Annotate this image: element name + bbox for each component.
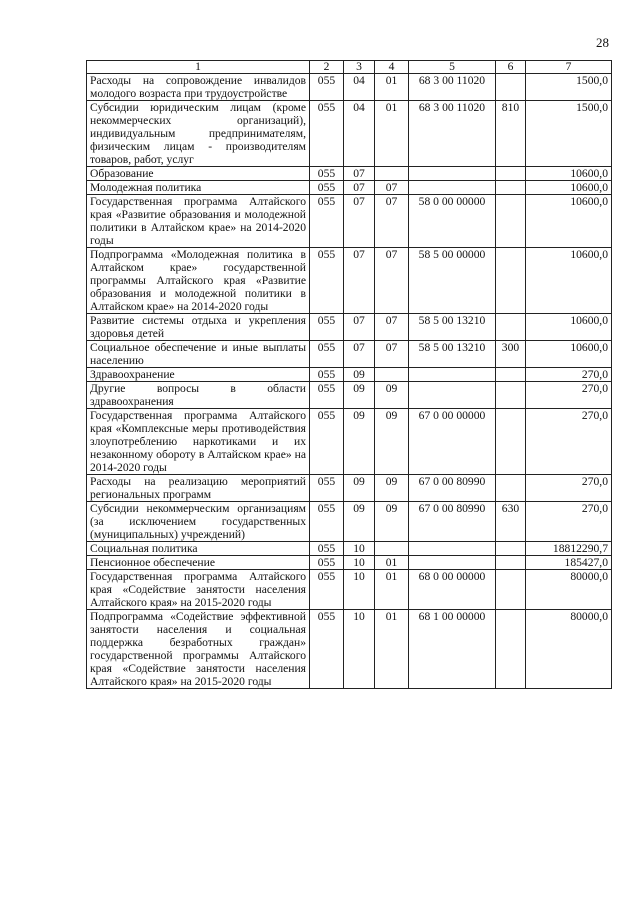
- code-cell: [496, 314, 526, 341]
- code-cell: [496, 542, 526, 556]
- code-cell: [496, 475, 526, 502]
- header-row: [87, 61, 612, 74]
- expense-name: Развитие системы отдыха и укрепления здоровья детей: [87, 314, 310, 341]
- expense-name: Субсидии юридическим лицам (кроме некоммерческих организаций), индивидуальным предпринимателям, физическим лицам - производителям товаров, работ, услуг: [87, 101, 310, 167]
- expense-name: Пенсионное обеспечение: [87, 556, 310, 570]
- amount-cell: 270,0: [526, 409, 612, 475]
- table-row: [87, 409, 612, 475]
- code-cell: 055: [310, 542, 344, 556]
- code-cell: 055: [310, 314, 344, 341]
- code-cell: 07: [344, 341, 375, 368]
- code-cell: 58 5 00 00000: [409, 248, 496, 314]
- column-header: 2: [310, 61, 344, 74]
- table-row: [87, 610, 612, 689]
- code-cell: 09: [344, 475, 375, 502]
- code-cell: [409, 382, 496, 409]
- code-cell: 68 3 00 11020: [409, 74, 496, 101]
- expense-name: Государственная программа Алтайского края «Развитие образования и молодежной политики в Алтайском крае» на 2014-2020 годы: [87, 195, 310, 248]
- budget-table: [86, 60, 612, 689]
- code-cell: 09: [375, 502, 409, 542]
- code-cell: 07: [344, 181, 375, 195]
- code-cell: 055: [310, 502, 344, 542]
- code-cell: [496, 610, 526, 689]
- code-cell: [409, 167, 496, 181]
- code-cell: 68 3 00 11020: [409, 101, 496, 167]
- expense-name: Подпрограмма «Молодежная политика в Алтайском крае» государственной программы Алтайского края «Развитие образования и молодежной политики в Алтайском крае» на 2014-2020 годы: [87, 248, 310, 314]
- code-cell: [496, 248, 526, 314]
- code-cell: [409, 556, 496, 570]
- expense-name: Здравоохранение: [87, 368, 310, 382]
- code-cell: 68 0 00 00000: [409, 570, 496, 610]
- code-cell: 01: [375, 74, 409, 101]
- expense-name: Молодежная политика: [87, 181, 310, 195]
- table-row: [87, 195, 612, 248]
- code-cell: [375, 167, 409, 181]
- table-row: [87, 248, 612, 314]
- code-cell: [496, 195, 526, 248]
- code-cell: 09: [344, 409, 375, 475]
- code-cell: 09: [344, 368, 375, 382]
- code-cell: 810: [496, 101, 526, 167]
- code-cell: 055: [310, 409, 344, 475]
- code-cell: [409, 542, 496, 556]
- code-cell: [496, 556, 526, 570]
- code-cell: 07: [375, 181, 409, 195]
- table-row: [87, 74, 612, 101]
- code-cell: 58 0 00 00000: [409, 195, 496, 248]
- code-cell: [496, 409, 526, 475]
- table-row: [87, 314, 612, 341]
- table-row: [87, 475, 612, 502]
- amount-cell: 10600,0: [526, 181, 612, 195]
- table-row: [87, 167, 612, 181]
- code-cell: 07: [375, 195, 409, 248]
- code-cell: 055: [310, 341, 344, 368]
- code-cell: 09: [375, 409, 409, 475]
- expense-name: Субсидии некоммерческим организациям (за исключением государственных (муниципальных) учреждений): [87, 502, 310, 542]
- code-cell: 07: [344, 314, 375, 341]
- expense-name: Расходы на сопровождение инвалидов молодого возраста при трудоустройстве: [87, 74, 310, 101]
- code-cell: 055: [310, 382, 344, 409]
- code-cell: [409, 368, 496, 382]
- code-cell: 04: [344, 101, 375, 167]
- code-cell: 055: [310, 556, 344, 570]
- code-cell: 055: [310, 167, 344, 181]
- code-cell: 055: [310, 74, 344, 101]
- code-cell: 01: [375, 556, 409, 570]
- code-cell: 58 5 00 13210: [409, 341, 496, 368]
- amount-cell: 10600,0: [526, 341, 612, 368]
- code-cell: 10: [344, 556, 375, 570]
- code-cell: [496, 382, 526, 409]
- column-header: 1: [87, 61, 310, 74]
- amount-cell: 18812290,7: [526, 542, 612, 556]
- code-cell: 68 1 00 00000: [409, 610, 496, 689]
- amount-cell: 270,0: [526, 382, 612, 409]
- amount-cell: 10600,0: [526, 314, 612, 341]
- table-row: [87, 368, 612, 382]
- code-cell: 09: [344, 382, 375, 409]
- code-cell: [375, 368, 409, 382]
- expense-name: Государственная программа Алтайского края «Комплексные меры противодействия злоупотреблению наркотиками и их незаконному обороту в Алтайском крае» на 2014-2020 годы: [87, 409, 310, 475]
- amount-cell: 80000,0: [526, 610, 612, 689]
- code-cell: 07: [375, 248, 409, 314]
- code-cell: 055: [310, 101, 344, 167]
- amount-cell: 270,0: [526, 368, 612, 382]
- amount-cell: 80000,0: [526, 570, 612, 610]
- amount-cell: 270,0: [526, 475, 612, 502]
- code-cell: 055: [310, 248, 344, 314]
- code-cell: 055: [310, 610, 344, 689]
- code-cell: 055: [310, 195, 344, 248]
- amount-cell: 185427,0: [526, 556, 612, 570]
- code-cell: [375, 542, 409, 556]
- amount-cell: 1500,0: [526, 101, 612, 167]
- code-cell: 055: [310, 368, 344, 382]
- column-header: 7: [526, 61, 612, 74]
- expense-name: Государственная программа Алтайского края «Содействие занятости населения Алтайского края» на 2015-2020 годы: [87, 570, 310, 610]
- table-row: [87, 502, 612, 542]
- code-cell: 055: [310, 181, 344, 195]
- column-header: 4: [375, 61, 409, 74]
- page-number: 28: [596, 35, 609, 50]
- table-row: [87, 570, 612, 610]
- code-cell: 09: [344, 502, 375, 542]
- code-cell: 630: [496, 502, 526, 542]
- code-cell: 10: [344, 542, 375, 556]
- code-cell: 09: [375, 382, 409, 409]
- code-cell: [496, 368, 526, 382]
- code-cell: [496, 570, 526, 610]
- amount-cell: 10600,0: [526, 195, 612, 248]
- code-cell: 67 0 00 80990: [409, 502, 496, 542]
- amount-cell: 10600,0: [526, 167, 612, 181]
- expense-name: Социальная политика: [87, 542, 310, 556]
- code-cell: 01: [375, 610, 409, 689]
- code-cell: 07: [375, 314, 409, 341]
- code-cell: 67 0 00 80990: [409, 475, 496, 502]
- code-cell: 055: [310, 475, 344, 502]
- code-cell: [496, 181, 526, 195]
- code-cell: 67 0 00 00000: [409, 409, 496, 475]
- expense-name: Подпрограмма «Содействие эффективной занятости населения и социальная поддержка безработных граждан» государственной программы Алтайского края «Содействие занятости населения Алтайского края» на 2015-2020 годы: [87, 610, 310, 689]
- table-row: [87, 382, 612, 409]
- expense-name: Расходы на реализацию мероприятий региональных программ: [87, 475, 310, 502]
- code-cell: 07: [344, 248, 375, 314]
- code-cell: 055: [310, 570, 344, 610]
- code-cell: [496, 167, 526, 181]
- column-header: 5: [409, 61, 496, 74]
- column-header: 6: [496, 61, 526, 74]
- table-row: [87, 556, 612, 570]
- table-row: [87, 181, 612, 195]
- amount-cell: 10600,0: [526, 248, 612, 314]
- expense-name: Социальное обеспечение и иные выплаты населению: [87, 341, 310, 368]
- code-cell: 10: [344, 610, 375, 689]
- expense-name: Образование: [87, 167, 310, 181]
- code-cell: 01: [375, 101, 409, 167]
- amount-cell: 1500,0: [526, 74, 612, 101]
- code-cell: 01: [375, 570, 409, 610]
- code-cell: 07: [375, 341, 409, 368]
- code-cell: 04: [344, 74, 375, 101]
- code-cell: 300: [496, 341, 526, 368]
- code-cell: [496, 74, 526, 101]
- expense-name: Другие вопросы в области здравоохранения: [87, 382, 310, 409]
- code-cell: 07: [344, 167, 375, 181]
- code-cell: 58 5 00 13210: [409, 314, 496, 341]
- code-cell: [409, 181, 496, 195]
- column-header: 3: [344, 61, 375, 74]
- code-cell: 09: [375, 475, 409, 502]
- amount-cell: 270,0: [526, 502, 612, 542]
- table-row: [87, 542, 612, 556]
- code-cell: 10: [344, 570, 375, 610]
- table-row: [87, 341, 612, 368]
- table-row: [87, 101, 612, 167]
- code-cell: 07: [344, 195, 375, 248]
